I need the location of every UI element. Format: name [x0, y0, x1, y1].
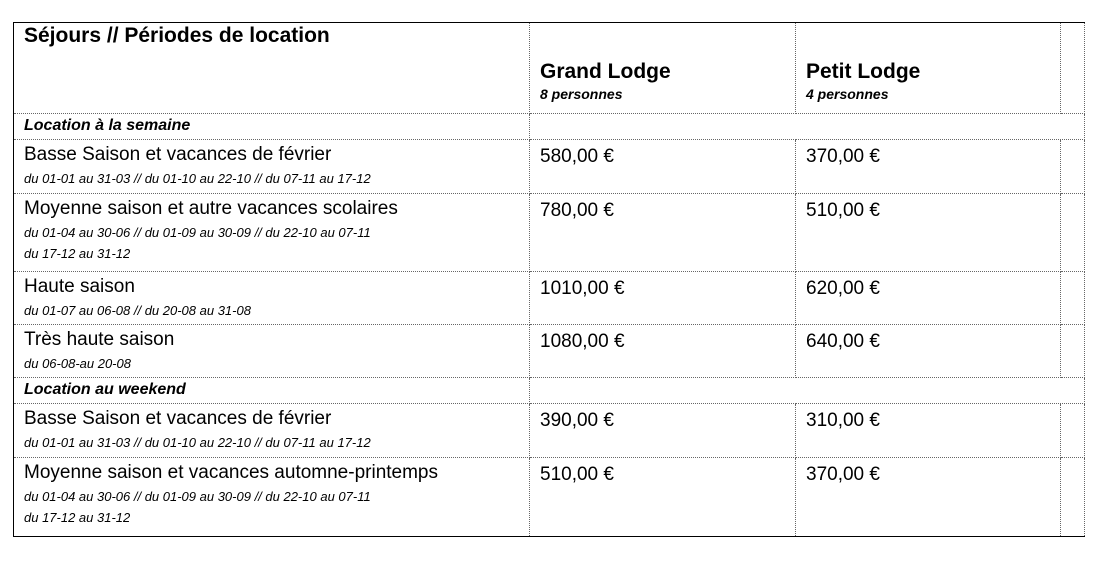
- period-dates: du 01-01 au 31-03 // du 01-10 au 22-10 // du 07-11 au 17-12: [24, 171, 371, 186]
- period-cell: [14, 272, 530, 325]
- grand-lodge-header-cell: [530, 23, 796, 114]
- petit-lodge-capacity: 4 personnes: [806, 86, 889, 102]
- period-cell: [14, 140, 530, 194]
- grand-lodge-price-cell: [530, 404, 796, 458]
- period-cell: [14, 194, 530, 272]
- pricing-table: [13, 22, 1085, 537]
- period-cell: [14, 404, 530, 458]
- grand-lodge-price-cell: [530, 140, 796, 194]
- period-dates: du 01-04 au 30-06 // du 01-09 au 30-09 // du 22-10 au 07-11: [24, 225, 371, 240]
- petit-lodge-price-cell: [796, 140, 1061, 194]
- petit-lodge-price-cell: [796, 194, 1061, 272]
- grand-lodge-price: 510,00 €: [540, 464, 614, 485]
- period-name: Basse Saison et vacances de février: [24, 408, 332, 429]
- table-row: [14, 140, 1085, 194]
- period-cell: [14, 458, 530, 537]
- petit-lodge-price-cell: [796, 272, 1061, 325]
- petit-lodge-title: Petit Lodge: [806, 60, 921, 83]
- section-title: Location à la semaine: [24, 117, 191, 134]
- extra-column-cell: [1061, 458, 1085, 537]
- period-cell: [14, 325, 530, 378]
- period-name: Moyenne saison et vacances automne-printemps: [24, 462, 439, 483]
- petit-lodge-price-cell: [796, 404, 1061, 458]
- petit-lodge-price: 370,00 €: [806, 464, 880, 485]
- extra-column-cell: [1061, 140, 1085, 194]
- petit-lodge-price: 310,00 €: [806, 410, 880, 431]
- grand-lodge-title: Grand Lodge: [540, 60, 671, 83]
- period-name: Haute saison: [24, 276, 135, 297]
- grand-lodge-price-cell: [530, 325, 796, 378]
- section-blank-cell: [530, 378, 1085, 404]
- period-dates: du 17-12 au 31-12: [24, 246, 131, 261]
- grand-lodge-price-cell: [530, 194, 796, 272]
- extra-column-cell: [1061, 23, 1085, 114]
- table-row: [14, 404, 1085, 458]
- period-dates: du 17-12 au 31-12: [24, 510, 131, 525]
- extra-column-cell: [1061, 404, 1085, 458]
- extra-column-cell: [1061, 325, 1085, 378]
- period-dates: du 01-04 au 30-06 // du 01-09 au 30-09 // du 22-10 au 07-11: [24, 489, 371, 504]
- table-row: [14, 325, 1085, 378]
- grand-lodge-price: 780,00 €: [540, 200, 614, 221]
- period-name: Très haute saison: [24, 329, 175, 350]
- period-dates: du 01-07 au 06-08 // du 20-08 au 31-08: [24, 303, 251, 318]
- pricing-table-body: [14, 23, 1085, 537]
- grand-lodge-price: 1010,00 €: [540, 278, 625, 299]
- petit-lodge-header-cell: [796, 23, 1061, 114]
- section-title: Location au weekend: [24, 381, 186, 398]
- period-name: Moyenne saison et autre vacances scolaires: [24, 198, 398, 219]
- section-title-cell: [14, 114, 530, 140]
- header-row: [14, 23, 1085, 114]
- extra-column-cell: [1061, 272, 1085, 325]
- grand-lodge-price-cell: [530, 458, 796, 537]
- petit-lodge-price: 620,00 €: [806, 278, 880, 299]
- section-title-cell: [14, 378, 530, 404]
- header-title-cell: [14, 23, 530, 114]
- period-name: Basse Saison et vacances de février: [24, 144, 332, 165]
- petit-lodge-price-cell: [796, 458, 1061, 537]
- table-row: [14, 194, 1085, 272]
- petit-lodge-price: 510,00 €: [806, 200, 880, 221]
- extra-column-cell: [1061, 194, 1085, 272]
- petit-lodge-price: 640,00 €: [806, 331, 880, 352]
- grand-lodge-price: 580,00 €: [540, 146, 614, 167]
- section-row: [14, 378, 1085, 404]
- grand-lodge-price: 1080,00 €: [540, 331, 625, 352]
- grand-lodge-price-cell: [530, 272, 796, 325]
- table-row: [14, 458, 1085, 537]
- section-blank-cell: [530, 114, 1085, 140]
- period-dates: du 01-01 au 31-03 // du 01-10 au 22-10 // du 07-11 au 17-12: [24, 435, 371, 450]
- table-row: [14, 272, 1085, 325]
- section-row: [14, 114, 1085, 140]
- petit-lodge-price: 370,00 €: [806, 146, 880, 167]
- petit-lodge-price-cell: [796, 325, 1061, 378]
- period-dates: du 06-08-au 20-08: [24, 356, 131, 371]
- table-title: Séjours // Périodes de location: [24, 24, 330, 47]
- grand-lodge-capacity: 8 personnes: [540, 86, 623, 102]
- grand-lodge-price: 390,00 €: [540, 410, 614, 431]
